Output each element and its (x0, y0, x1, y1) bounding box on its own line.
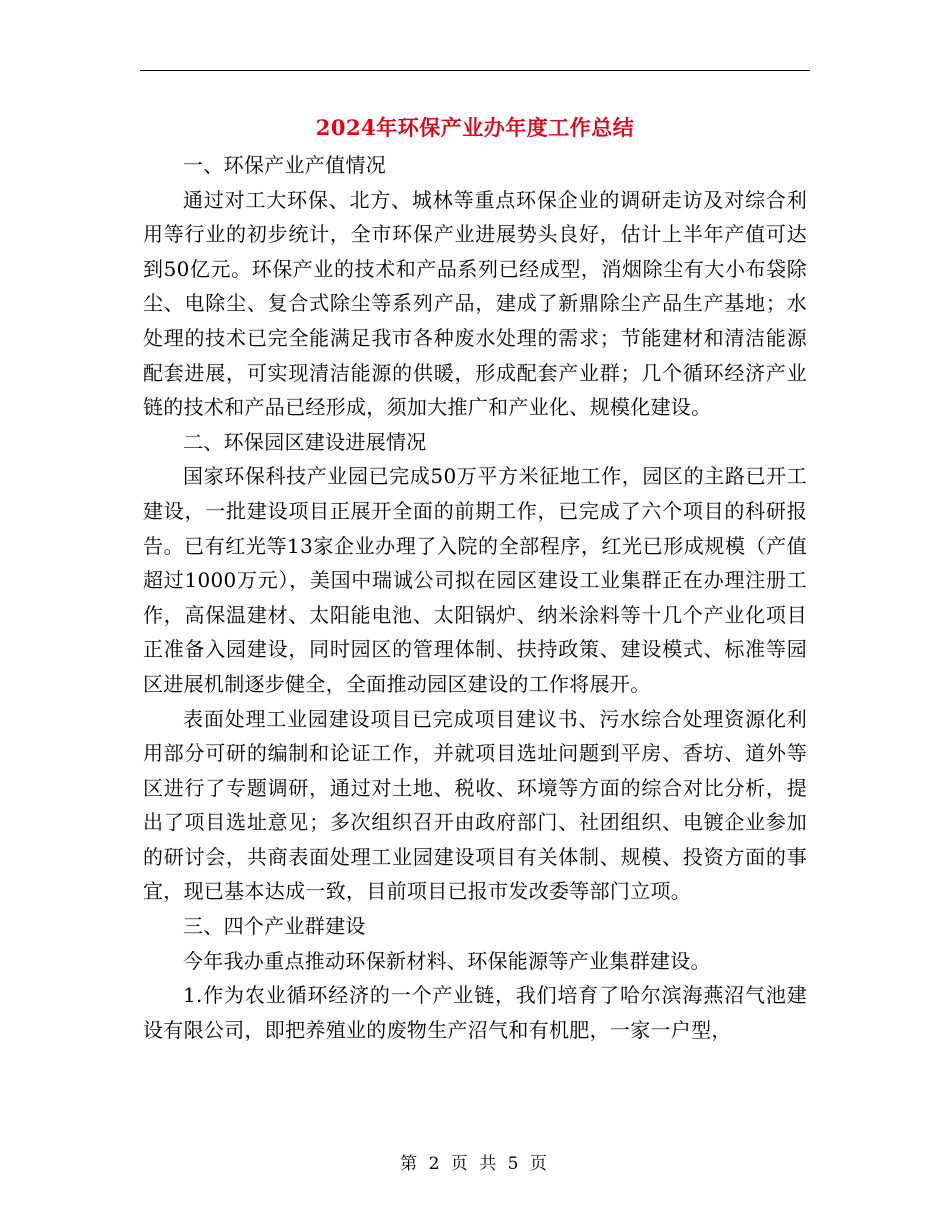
page-number-footer: 第 2 页 共 5 页 (400, 1154, 550, 1174)
section-heading: 一、环保产业产值情况 (183, 153, 386, 177)
section-heading: 二、环保园区建设进展情况 (183, 429, 427, 454)
section-output-value (143, 148, 807, 425)
document-body (143, 108, 807, 1047)
section-park-construction (143, 425, 807, 909)
section-industry-clusters (143, 909, 807, 1047)
paragraph: 表面处理工业园建设项目已完成项目建议书、污水综合处理资源化利用部分可研的编制和论证工作，并就项目选址问题到平房、香坊、道外等区进行了专题调研，通过对土地、税收、环境等方面的综合对比分析，提出了项目选址意见；多次组织召开由政府部门、社团组织、电镀企业参加的研讨会，共商表面处理工业园建设项目有关体制、规模、投资方面的事宜，现已基本达成一致，目前项目已报市发改委等部门立项。 (143, 706, 807, 904)
paragraph: 今年我办重点推动环保新材料、环保能源等产业集群建设。 (183, 948, 711, 973)
header-rule (140, 70, 810, 71)
paragraph: 1.作为农业循环经济的一个产业链，我们培育了哈尔滨海燕沼气池建设有限公司，即把养殖业的废物生产沼气和有机肥，一家一户型， (143, 983, 807, 1042)
document-title: 2024年环保产业办年度工作总结 (315, 115, 635, 140)
paragraph: 国家环保科技产业园已完成50万平方米征地工作，园区的主路已开工建设，一批建设项目正展开全面的前期工作，已完成了六个项目的科研报告。已有红光等13家企业办理了入院的全部程序，红光已形成规模（产值超过1000万元），美国中瑞诚公司拟在园区建设工业集群正在办理注册工作，高保温建材、太阳能电池、太阳锅炉、纳米涂料等十几个产业化项目正准备入园建设，同时园区的管理体制、扶持政策、建设模式、标准等园区进展机制逐步健全，全面推动园区建设的工作将展开。 (143, 464, 807, 696)
paragraph: 通过对工大环保、北方、城林等重点环保企业的调研走访及对综合利用等行业的初步统计，全市环保产业进展势头良好，估计上半年产值可达到50亿元。环保产业的技术和产品系列已经成型，消烟除尘有大小布袋除尘、电除尘、复合式除尘等系列产品，建成了新鼎除尘产品生产基地；水处理的技术已完全能满足我市各种废水处理的需求；节能建材和清洁能源配套进展，可实现清洁能源的供暖，形成配套产业群；几个循环经济产业链的技术和产品已经形成，须加大推广和产业化、规模化建设。 (143, 187, 807, 420)
section-heading: 三、四个产业群建设 (183, 914, 366, 939)
